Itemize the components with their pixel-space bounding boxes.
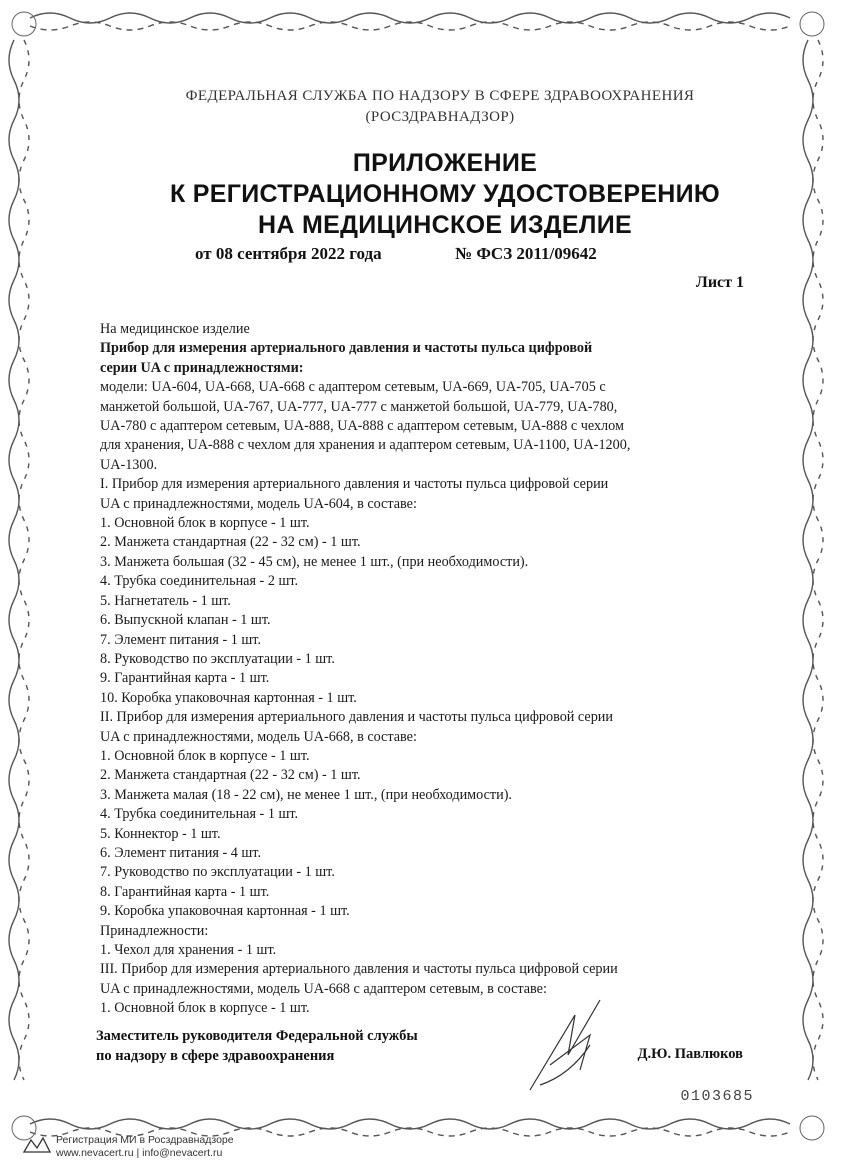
document-body <box>100 320 760 1019</box>
body-line: 10. Коробка упаковочная картонная - 1 шт. <box>100 689 357 706</box>
body-line: манжетой большой, UA-767, UA-777, UA-777 с манжетой большой, UA-779, UA-780, <box>100 398 618 415</box>
body-line: I. Прибор для измерения артериального давления и частоты пульса цифровой серии <box>100 476 609 493</box>
body-line: UA с принадлежностями, модель UA-604, в составе: <box>100 495 417 512</box>
body-line: 9. Коробка упаковочная картонная - 1 шт. <box>100 903 350 920</box>
body-line: UA-780 с адаптером сетевым, UA-888, UA-888 с адаптером сетевым, UA-888 с чехлом <box>100 418 624 435</box>
title-line-2: К РЕГИСТРАЦИОННОМУ УДОСТОВЕРЕНИЮ <box>169 180 721 208</box>
body-line: UA с принадлежностями, модель UA-668 с адаптером сетевым, в составе: <box>100 980 547 997</box>
body-line: модели: UA-604, UA-668, UA-668 с адаптером сетевым, UA-669, UA-705, UA-705 с <box>100 379 606 396</box>
body-line: 2. Манжета стандартная (22 - 32 см) - 1 шт. <box>100 534 361 551</box>
body-line: 7. Руководство по эксплуатации - 1 шт. <box>100 864 335 881</box>
body-line: II. Прибор для измерения артериального давления и частоты пульса цифровой серии <box>100 709 613 726</box>
body-line: 8. Гарантийная карта - 1 шт. <box>100 883 270 900</box>
body-line: 1. Чехол для хранения - 1 шт. <box>100 942 277 958</box>
body-line: UA-1300. <box>100 456 158 473</box>
body-line: 4. Трубка соединительная - 1 шт. <box>100 806 299 823</box>
body-line: 7. Элемент питания - 1 шт. <box>100 631 261 648</box>
body-line: Принадлежности: <box>100 922 209 939</box>
body-line: 4. Трубка соединительная - 2 шт. <box>100 573 299 590</box>
document-title <box>90 148 800 241</box>
title-line-1: ПРИЛОЖЕНИЕ <box>352 149 538 177</box>
body-lines <box>100 378 760 1018</box>
body-line: 6. Элемент питания - 4 шт. <box>100 844 261 861</box>
registration-number: № ФСЗ 2011/09642 <box>455 244 597 263</box>
body-line: 6. Выпускной клапан - 1 шт. <box>100 612 271 629</box>
watermark-line-1: Регистрация МИ в Росздравнадзоре <box>56 1134 234 1146</box>
issue-date: от 08 сентября 2022 года <box>195 244 382 263</box>
title-line-3: НА МЕДИЦИНСКОЕ ИЗДЕЛИЕ <box>258 211 632 239</box>
handwritten-signature <box>520 995 640 1095</box>
body-line: 8. Руководство по эксплуатации - 1 шт. <box>100 650 335 667</box>
watermark <box>22 1134 234 1160</box>
body-line: для хранения, UA-888 с чехлом для хранения и адаптером сетевым, UA-1100, UA-1200, <box>100 437 631 454</box>
signer-name: Д.Ю. Павлюков <box>637 1046 743 1062</box>
body-line: 2. Манжета стандартная (22 - 32 см) - 1 шт. <box>100 767 361 784</box>
agency-header <box>90 86 790 128</box>
watermark-line-2: www.nevacert.ru | info@nevacert.ru <box>56 1147 223 1159</box>
signatory-title-line-2: по надзору в сфере здравоохранения <box>96 1047 335 1064</box>
product-name-line-2: серии UA с принадлежностями: <box>100 359 304 376</box>
body-line: 1. Основной блок в корпусе - 1 шт. <box>100 515 310 532</box>
body-line: 1. Основной блок в корпусе - 1 шт. <box>100 747 310 764</box>
signatory-title-line-1: Заместитель руководителя Федеральной службы <box>96 1028 418 1044</box>
agency-name: ФЕДЕРАЛЬНАЯ СЛУЖБА ПО НАДЗОРУ В СФЕРЕ ЗДРАВООХРАНЕНИЯ <box>185 88 695 104</box>
intro-line: На медицинское изделие <box>100 321 250 337</box>
form-serial-number: 0103685 <box>680 1088 754 1105</box>
body-line: 3. Манжета малая (18 - 22 см), не менее 1 шт., (при необходимости). <box>100 786 512 803</box>
body-line: 3. Манжета большая (32 - 45 см), не менее 1 шт., (при необходимости). <box>100 553 529 570</box>
agency-abbreviation: (РОСЗДРАВНАДЗОР) <box>365 109 515 125</box>
sheet-number: Лист 1 <box>695 274 744 291</box>
body-line: III. Прибор для измерения артериального давления и частоты пульса цифровой серии <box>100 961 618 978</box>
signatory-title <box>96 1027 418 1066</box>
body-line: 1. Основной блок в корпусе - 1 шт. <box>100 1000 310 1017</box>
nevacert-logo-icon <box>22 1136 52 1154</box>
body-line: 5. Нагнетатель - 1 шт. <box>100 592 231 609</box>
body-line: 5. Коннектор - 1 шт. <box>100 825 221 842</box>
product-name-line-1: Прибор для измерения артериального давления и частоты пульса цифровой <box>100 340 593 357</box>
body-line: UA с принадлежностями, модель UA-668, в составе: <box>100 728 417 745</box>
body-line: 9. Гарантийная карта - 1 шт. <box>100 670 270 687</box>
